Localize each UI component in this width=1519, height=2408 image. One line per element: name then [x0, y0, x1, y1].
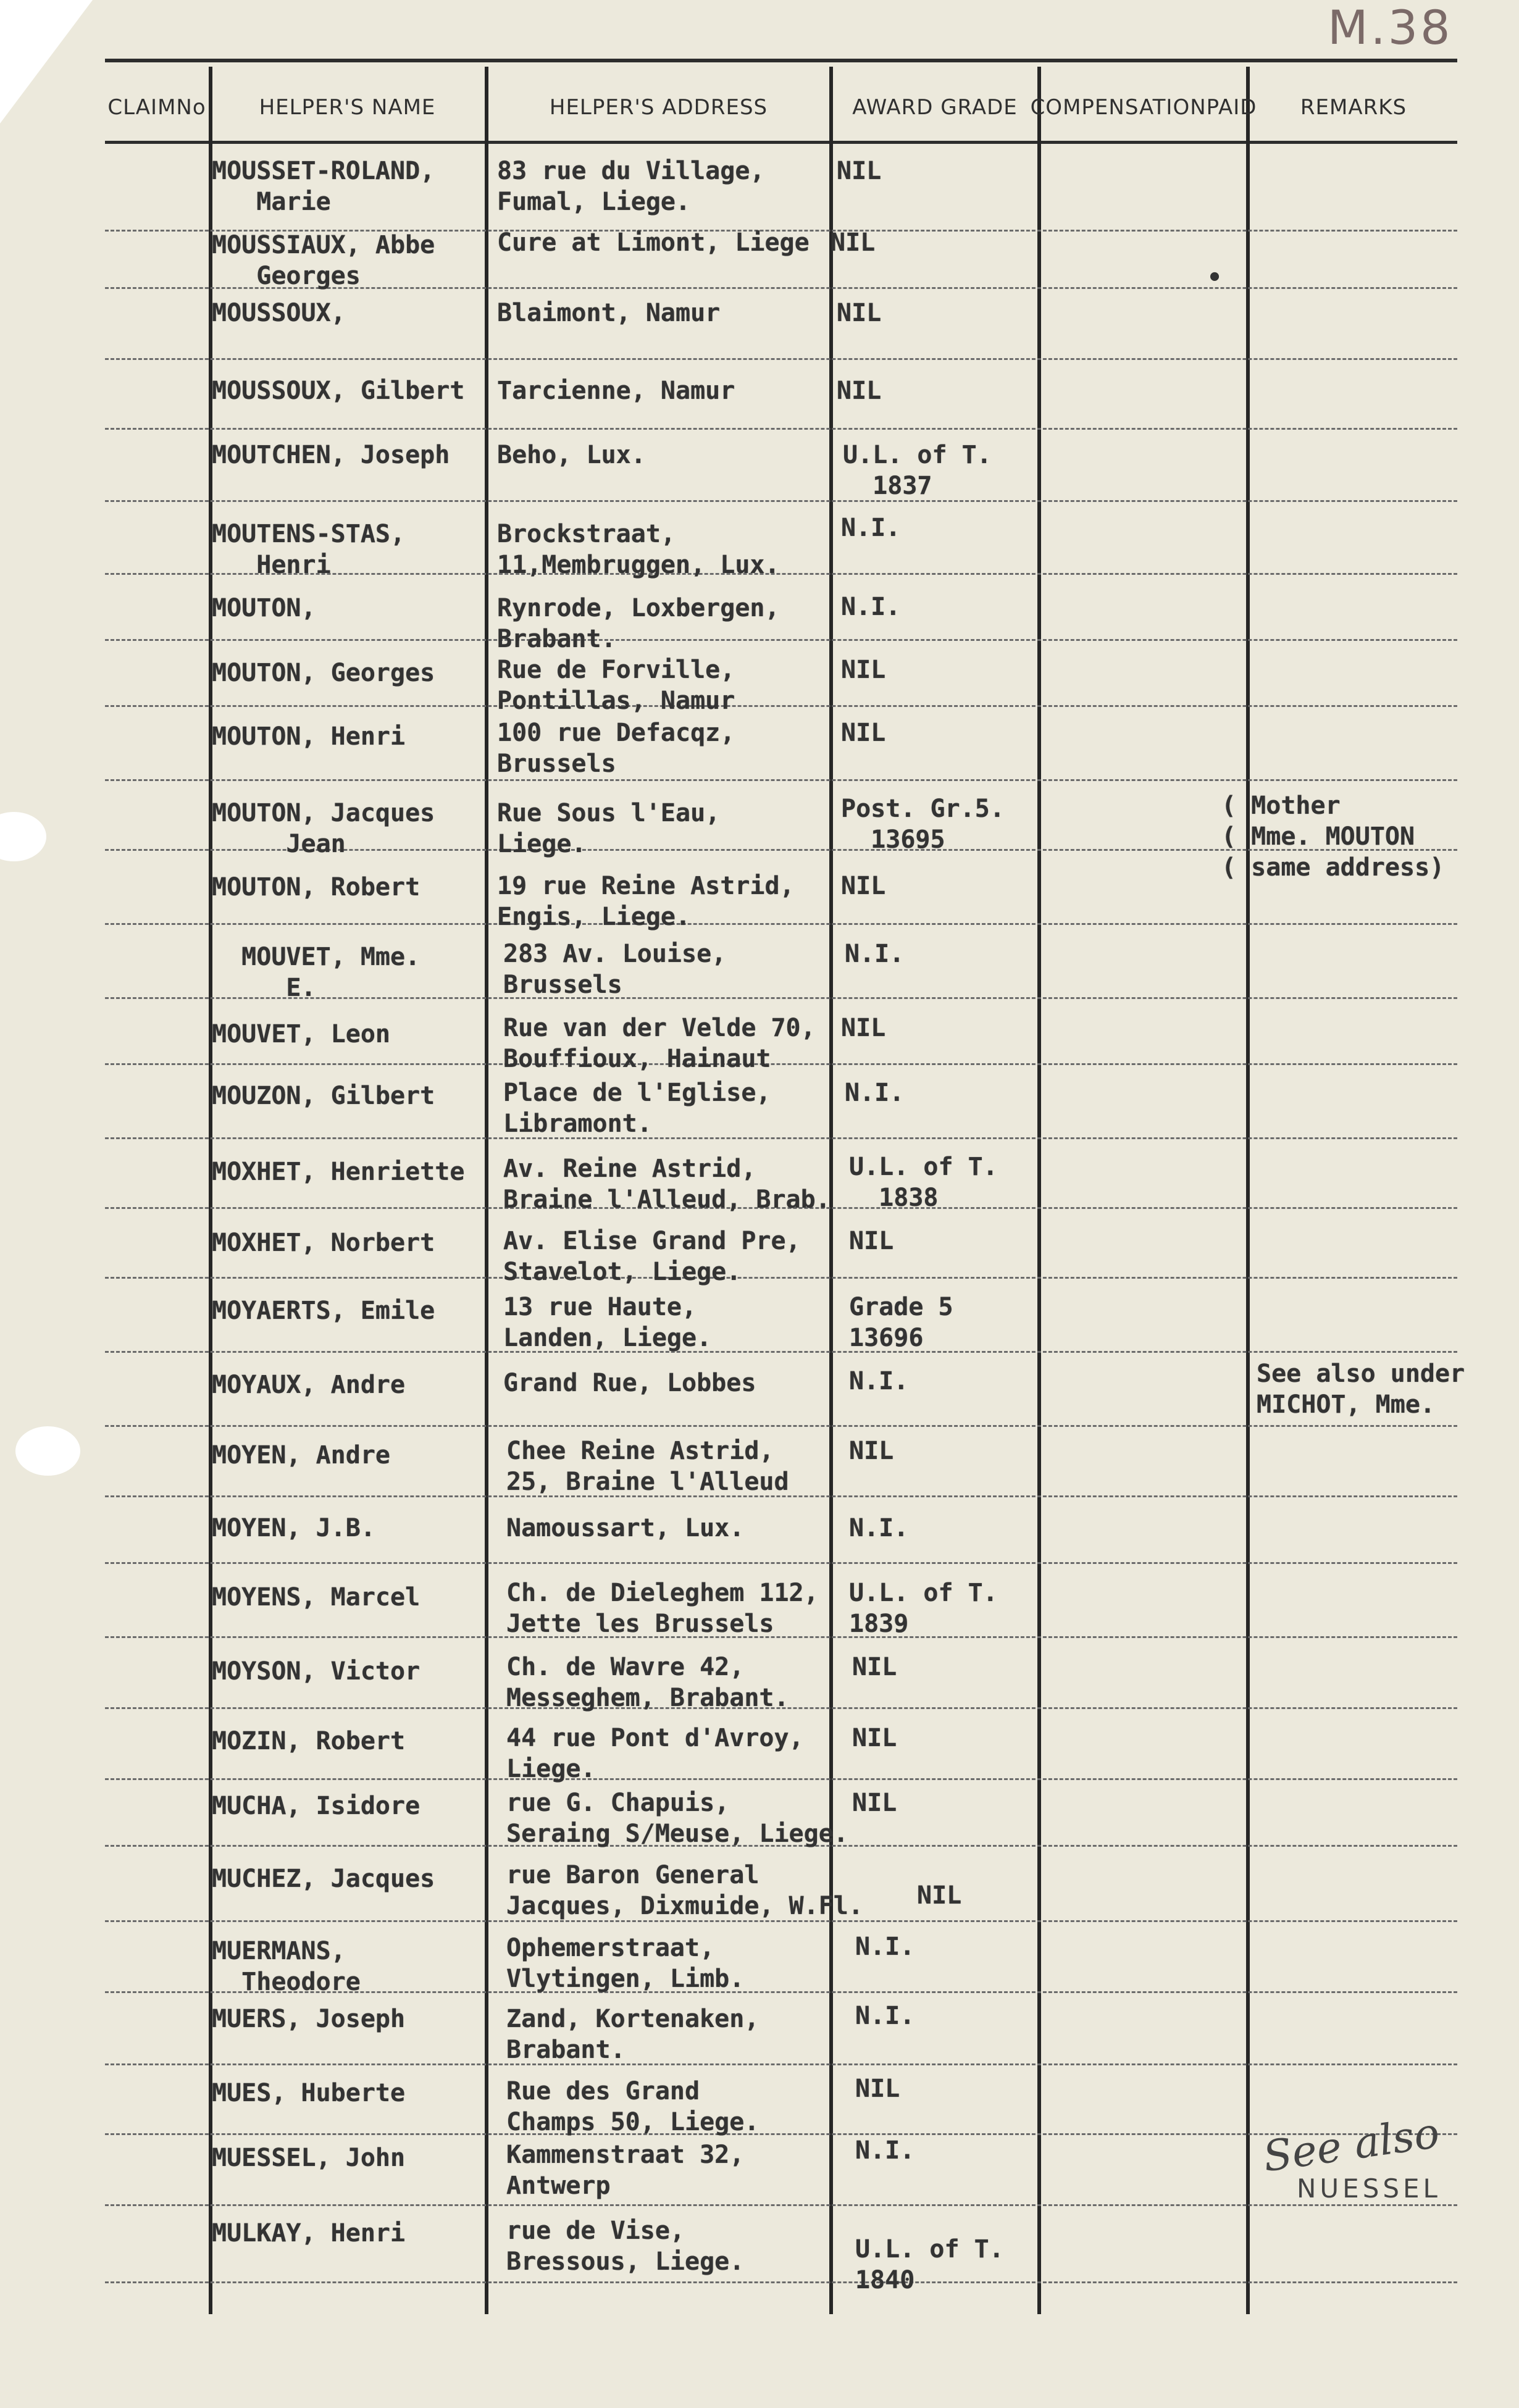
helper-name: MOUTON, Jacques Jean	[212, 799, 435, 858]
helper-name: MOZIN, Robert	[212, 1727, 406, 1755]
helper-name: MOUSSIAUX, Abbe Georges	[212, 231, 435, 290]
remarks-text: See also under MICHOT, Mme.	[1257, 1360, 1465, 1419]
award-grade: N.I.	[849, 1514, 909, 1542]
header-helper-name-label: HELPER'S NAME	[259, 95, 436, 120]
helper-address: Rue des Grand Champs 50, Liege.	[506, 2077, 760, 2136]
award-grade: NIL	[837, 157, 882, 185]
column-divider	[1246, 67, 1250, 2314]
helper-name: MUERMANS, Theodore	[212, 1937, 361, 1996]
handwritten-see-also: See also	[1260, 2109, 1442, 2182]
row-separator	[105, 1562, 1457, 1564]
helper-name: MOYAUX, Andre	[212, 1371, 406, 1399]
award-grade: N.I.	[845, 940, 905, 968]
award-grade: Grade 5 13696	[849, 1293, 953, 1352]
header-claim-no	[105, 77, 209, 139]
row-separator	[105, 1425, 1457, 1427]
helper-name: MOUTON,	[212, 594, 316, 622]
award-grade: NIL	[837, 299, 882, 327]
helper-address: 283 Av. Louise, Brussels	[503, 940, 727, 999]
helper-address: Place de l'Eglise, Libramont.	[503, 1079, 771, 1138]
award-grade: N.I.	[855, 2136, 915, 2165]
helper-address: Brockstraat, 11,Membruggen, Lux.	[497, 520, 780, 579]
award-grade: U.L. of T. 1838	[849, 1153, 998, 1212]
helper-name: MUCHEZ, Jacques	[212, 1865, 435, 1893]
row-separator	[105, 639, 1457, 641]
helper-address: Ch. de Dieleghem 112, Jette les Brussels	[506, 1579, 819, 1638]
helper-name: MOUTCHEN, Joseph	[212, 441, 450, 469]
award-grade: U.L. of T. 1837	[843, 441, 992, 500]
row-separator	[105, 2133, 1457, 2135]
helper-name: MUES, Huberte	[212, 2079, 406, 2107]
helper-address: Rue van der Velde 70, Bouffioux, Hainaut	[503, 1014, 816, 1073]
helper-name: MOUVET, Mme. E.	[241, 943, 421, 1002]
helper-address: 83 rue du Village, Fumal, Liege.	[497, 157, 765, 216]
row-separator	[105, 1351, 1457, 1353]
header-compensation-label: COMPENSATION	[1030, 95, 1207, 120]
helper-address: rue G. Chapuis, Seraing S/Meuse, Liege.	[506, 1789, 848, 1848]
row-separator	[105, 705, 1457, 707]
helper-name: MOUSSOUX,	[212, 299, 346, 327]
helper-address: Cure at Limont, Liege	[497, 228, 810, 257]
helper-address: Av. Reine Astrid, Braine l'Alleud, Brab.	[503, 1155, 831, 1214]
helper-name: MOUTON, Robert	[212, 873, 421, 901]
award-grade: Post. Gr.5. 13695	[841, 795, 1005, 854]
helper-name: MUERS, Joseph	[212, 2005, 406, 2033]
helper-address: Ophemerstraat, Vlytingen, Limb.	[506, 1934, 745, 1993]
helper-address: Av. Elise Grand Pre, Stavelot, Liege.	[503, 1227, 801, 1286]
helper-address: Kammenstraat 32, Antwerp	[506, 2141, 745, 2200]
award-grade: NIL	[831, 228, 876, 257]
row-separator	[105, 2204, 1457, 2206]
helper-address: Grand Rue, Lobbes	[503, 1369, 756, 1397]
helper-name: MOUVET, Leon	[212, 1020, 390, 1048]
award-grade: N.I.	[849, 1367, 909, 1395]
helper-name: MUCHA, Isidore	[212, 1792, 421, 1820]
award-grade: N.I.	[855, 2002, 915, 2030]
award-grade: NIL	[855, 2075, 900, 2103]
helper-name: MOUTON, Georges	[212, 659, 435, 687]
award-grade: NIL	[841, 719, 886, 747]
column-divider	[485, 67, 488, 2314]
helper-address: Zand, Kortenaken, Brabant.	[506, 2005, 760, 2064]
helper-address: Rue de Forville, Pontillas, Namur	[497, 656, 735, 715]
helper-name: MOYENS, Marcel	[212, 1583, 421, 1612]
helper-name: MOYAERTS, Emile	[212, 1297, 435, 1325]
header-helper-address	[488, 77, 829, 139]
helper-name: MULKAY, Henri	[212, 2219, 406, 2247]
award-grade: NIL	[841, 656, 886, 684]
helper-address: Chee Reine Astrid, 25, Braine l'Alleud	[506, 1437, 789, 1496]
header-remarks	[1250, 77, 1457, 139]
row-separator	[105, 500, 1457, 502]
helper-name: MOUTENS-STAS, Henri	[212, 520, 406, 579]
helper-address: 13 rue Haute, Landen, Liege.	[503, 1293, 712, 1352]
award-grade: NIL	[849, 1437, 894, 1465]
row-separator	[105, 779, 1457, 781]
helper-name: MOUTON, Henri	[212, 722, 406, 751]
award-grade: U.L. of T. 1840	[855, 2235, 1004, 2294]
punch-hole	[0, 812, 46, 861]
helper-address: Namoussart, Lux.	[506, 1514, 745, 1542]
award-grade: N.I.	[841, 593, 901, 621]
row-separator	[105, 358, 1457, 360]
column-divider	[1037, 67, 1041, 2314]
header-award-grade	[832, 77, 1037, 139]
punch-hole	[15, 1426, 80, 1476]
helper-name: MOUSSET-ROLAND, Marie	[212, 157, 435, 216]
award-grade: N.I.	[845, 1079, 905, 1107]
torn-corner	[0, 0, 93, 123]
helper-address: 100 rue Defacqz, Brussels	[497, 719, 735, 778]
header-remarks-label: REMARKS	[1300, 95, 1407, 120]
helper-address: 19 rue Reine Astrid, Engis, Liege.	[497, 872, 795, 931]
helper-name: MUESSEL, John	[212, 2144, 406, 2172]
award-grade: N.I.	[855, 1933, 915, 1961]
award-grade: NIL	[841, 1014, 886, 1042]
helper-address: Tarcienne, Namur	[497, 377, 735, 405]
helper-address: Rynrode, Loxbergen, Brabant.	[497, 594, 780, 653]
header-compensation-paid	[1030, 77, 1257, 139]
row-separator	[105, 428, 1457, 430]
award-grade: N.I.	[841, 514, 901, 542]
row-separator	[105, 2063, 1457, 2065]
row-separator	[105, 1137, 1457, 1139]
helper-address: rue Baron General Jacques, Dixmuide, W.Fl.	[506, 1861, 863, 1920]
top-rule	[105, 59, 1457, 62]
helper-name: MOUZON, Gilbert	[212, 1082, 435, 1110]
header-helper-name	[210, 77, 485, 139]
award-grade: NIL	[917, 1881, 962, 1910]
award-grade: NIL	[841, 872, 886, 900]
helper-address: Rue Sous l'Eau, Liege.	[497, 799, 721, 858]
award-grade: NIL	[849, 1227, 894, 1255]
helper-address: Blaimont, Namur	[497, 299, 721, 327]
stray-mark: •	[1207, 264, 1223, 292]
award-grade: NIL	[852, 1653, 897, 1681]
remarks-text: ( Mother ( Mme. MOUTON ( same address)	[1221, 792, 1445, 882]
award-grade: NIL	[852, 1789, 897, 1817]
helper-address: 44 rue Pont d'Avroy, Liege.	[506, 1724, 804, 1783]
helper-name: MOXHET, Henriette	[212, 1158, 465, 1186]
header-rule	[105, 141, 1457, 144]
helper-name: MOYEN, J.B.	[212, 1514, 375, 1542]
header-compensation-sublabel: PAID	[1206, 95, 1257, 120]
header-claim-label: CLAIM	[107, 95, 177, 120]
helper-name: MOXHET, Norbert	[212, 1229, 435, 1257]
helper-address: Ch. de Wavre 42, Messeghem, Brabant.	[506, 1653, 789, 1712]
row-separator	[105, 2281, 1457, 2283]
helper-address: rue de Vise, Bressous, Liege.	[506, 2217, 745, 2276]
handwritten-reference-name: NUESSEL	[1297, 2173, 1441, 2204]
award-grade: NIL	[837, 377, 882, 405]
award-grade: NIL	[852, 1724, 897, 1752]
award-grade: U.L. of T. 1839	[849, 1579, 998, 1638]
helper-address: Beho, Lux.	[497, 441, 646, 469]
header-claim-sublabel: No	[176, 95, 206, 120]
helper-name: MOYEN, Andre	[212, 1441, 390, 1469]
header-award-grade-label: AWARD GRADE	[852, 95, 1018, 120]
page-reference: M.38	[1328, 0, 1453, 55]
header-helper-address-label: HELPER'S ADDRESS	[549, 95, 768, 120]
helper-name: MOUSSOUX, Gilbert	[212, 377, 465, 405]
helper-name: MOYSON, Victor	[212, 1657, 421, 1686]
